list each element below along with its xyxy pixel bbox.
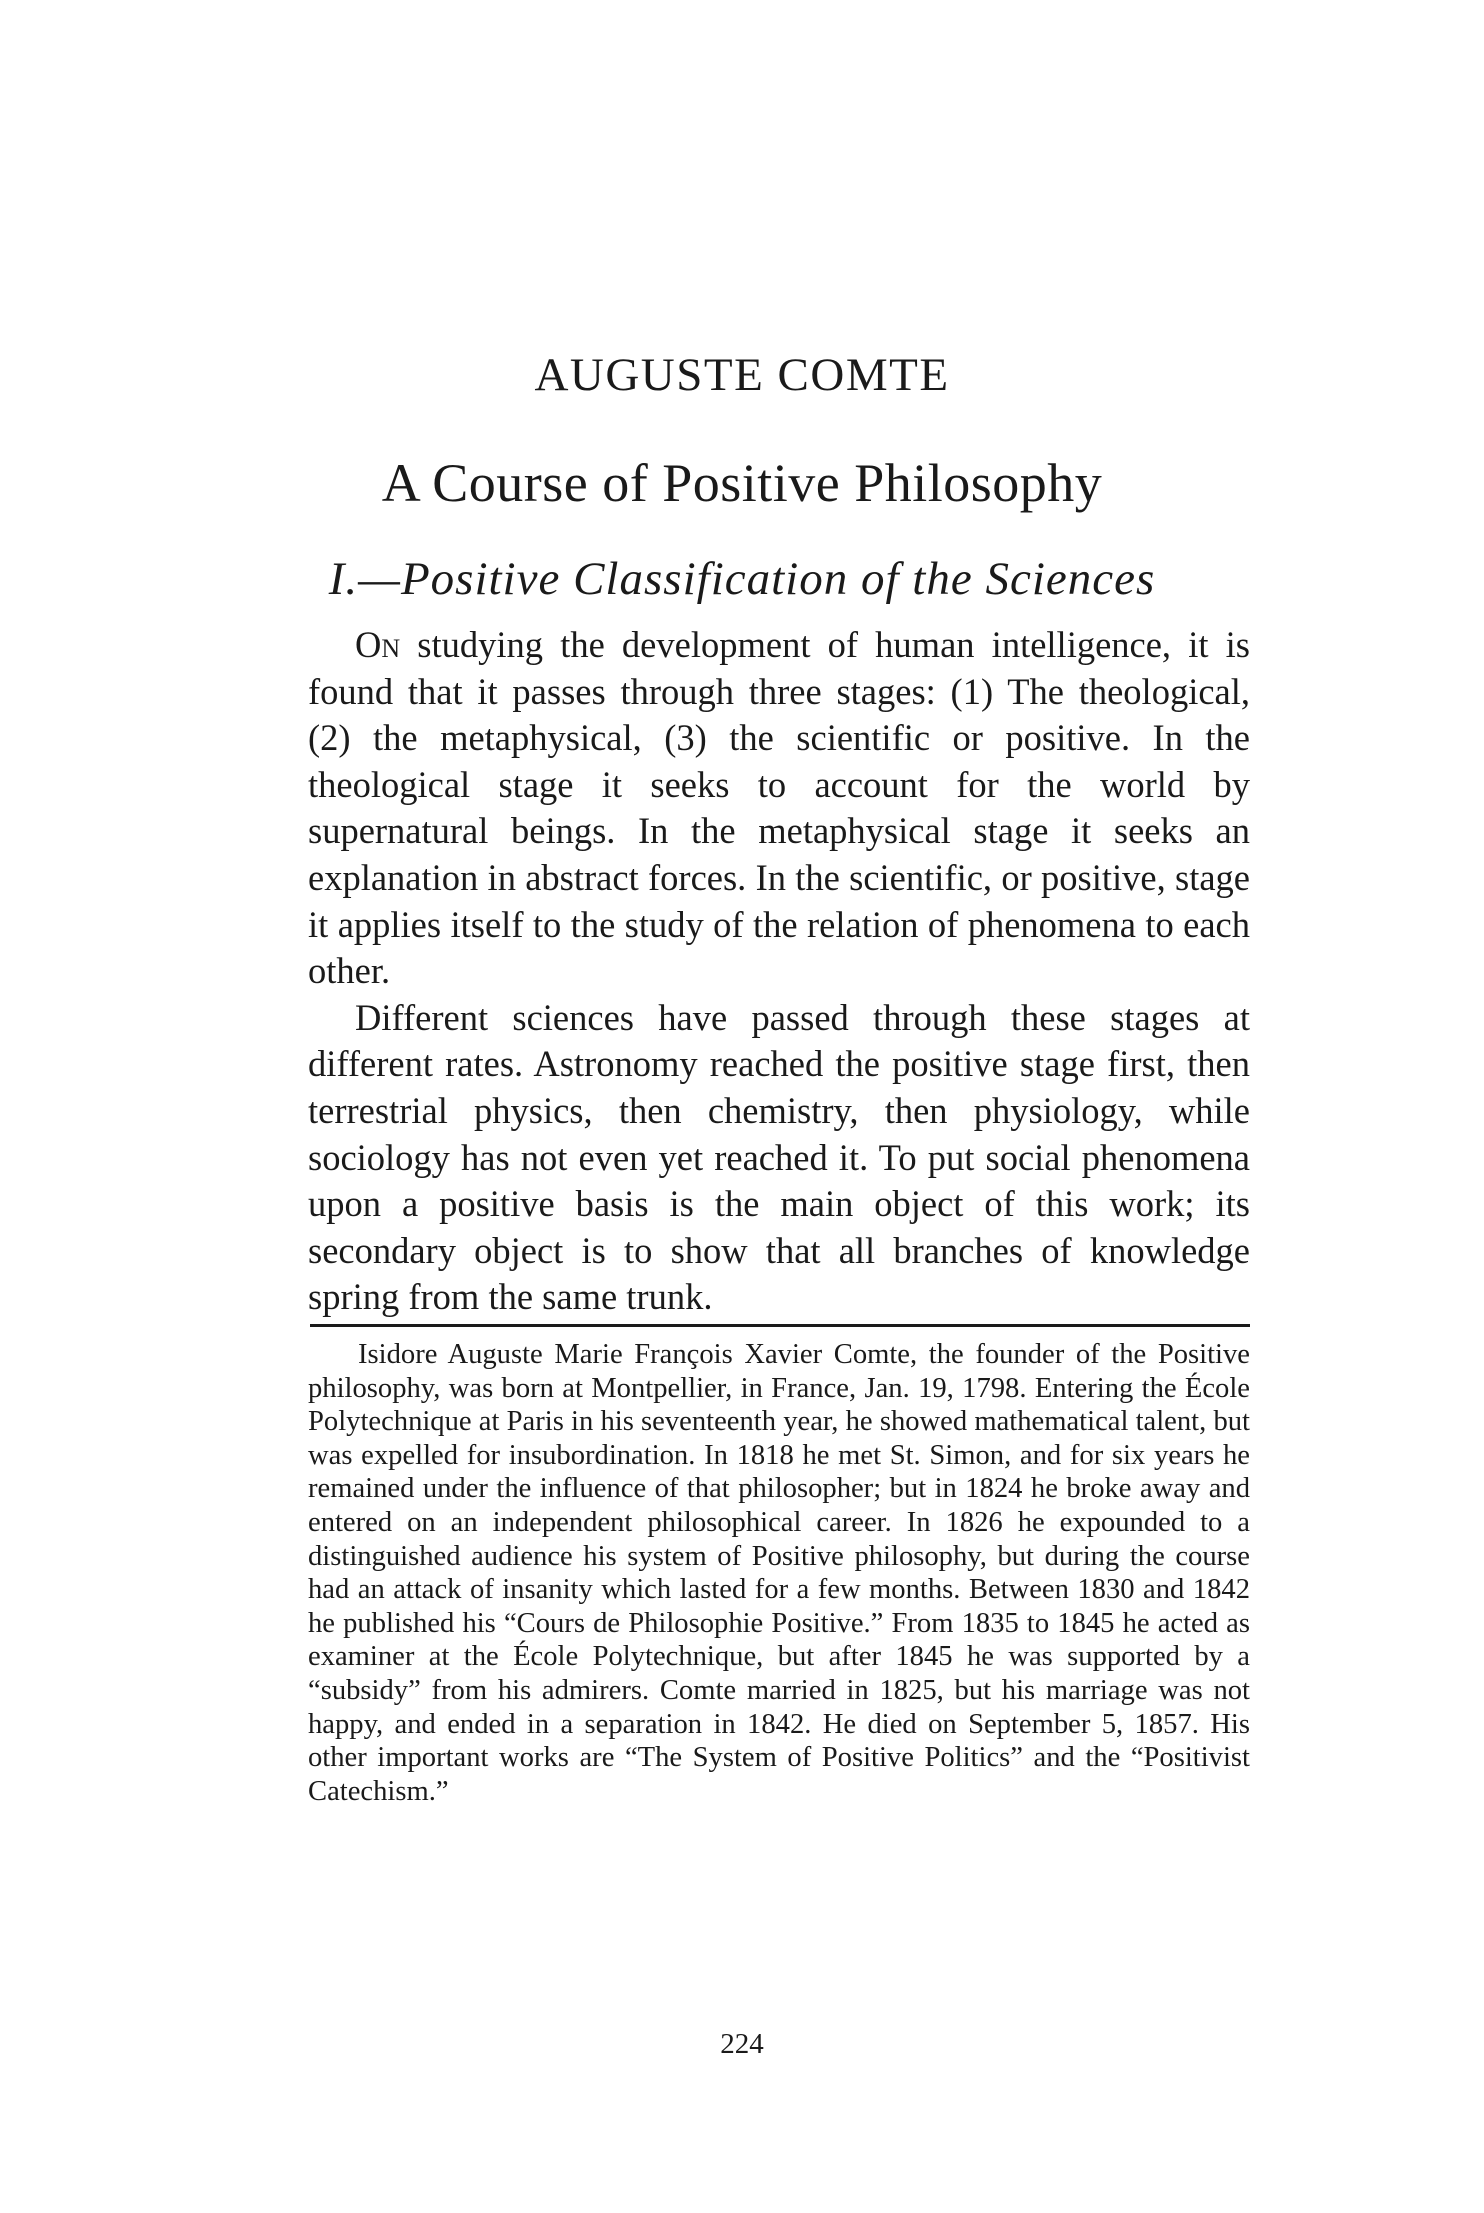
footnote-divider: [310, 1324, 1250, 1327]
paragraph-1: [308, 622, 1250, 995]
section-title: I.—Positive Classification of the Sciences: [328, 553, 1156, 605]
main-text: [308, 622, 1250, 1321]
author-heading: AUGUSTE COMTE: [534, 349, 950, 401]
paragraph-1-rest: studying the development of human intelligence, it is found that it passes through three stages: (1) The theological, (2) the metaphysical, (3) the scientific or positive. In the theological stage it seeks to account for the world by supernatural beings. In the metaphysical stage it seeks an explanation in abstract forces. In the scientific, or positive, stage it applies itself to the study of the relation of phenomena to each other.: [308, 624, 1250, 992]
paragraph-1-lead: On: [355, 624, 401, 665]
page-number: 224: [720, 2028, 764, 2060]
biographical-footnote: Isidore Auguste Marie François Xavier Comte, the founder of the Positive philosophy, was born at Montpellier, in France, Jan. 19, 1798. Entering the École Polytechnique at Paris in his seventeenth year, he showed mathematical talent, but was expelled for insubordination. In 1818 he met St. Simon, and for six years he remained under the influence of that philosopher; but in 1824 he broke away and entered on an independent philosophical career. In 1826 he expounded to a distinguished audience his system of Positive philosophy, but during the course had an attack of insanity which lasted for a few months. Between 1830 and 1842 he published his “Cours de Philosophie Positive.” From 1835 to 1845 he acted as examiner at the École Polytechnique, but after 1845 he was supported by a “subsidy” from his admirers. Comte married in 1825, but his marriage was not happy, and ended in a separation in 1842. He died on September 5, 1857. His other important works are “The System of Positive Politics” and the “Positivist Catechism.”: [308, 1339, 1250, 1807]
paragraph-2: Different sciences have passed through these stages at different rates. Astronomy reached the positive stage first, then terrestrial physics, then chemistry, then physiology, while sociology has not even yet reached it. To put social phenomena upon a positive basis is the main object of this work; its secondary object is to show that all branches of knowledge spring from the same trunk.: [308, 996, 1250, 1318]
book-title: A Course of Positive Philosophy: [381, 453, 1103, 513]
